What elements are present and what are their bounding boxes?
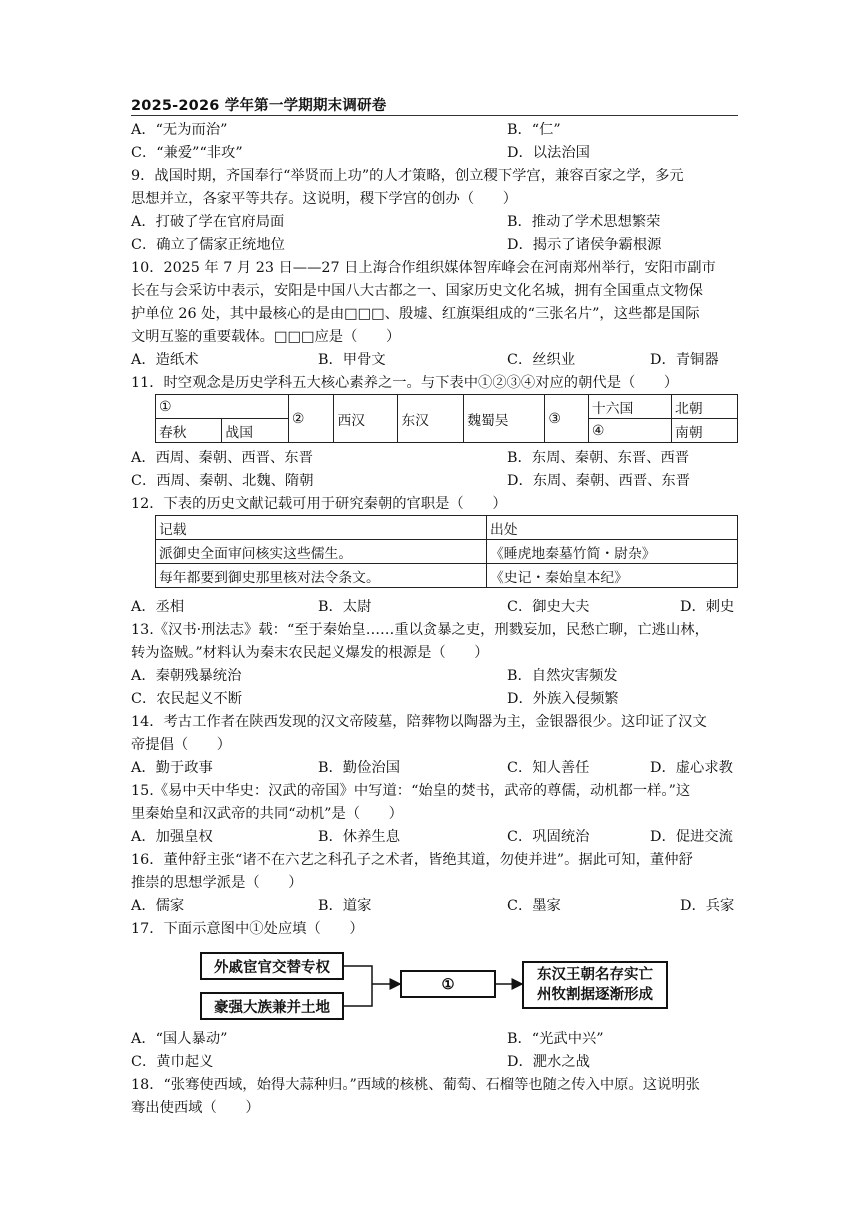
- q17-option-b: B．“光武中兴”: [507, 1031, 604, 1047]
- q11-cell-5: 魏蜀吴: [464, 395, 545, 443]
- q14-option-a: A．勤于政事: [131, 760, 213, 776]
- page-header: 2025-2026 学年第一学期期末调研卷: [131, 98, 387, 114]
- q13-stem-line2: 转为盗贼。”材料认为秦末农民起义爆发的根源是（ ）: [131, 645, 489, 661]
- flow-result-line1: 东汉王朝名存实亡: [537, 966, 653, 983]
- q12-row2-record: 每年都要到御史那里核对法令条文。: [156, 564, 487, 588]
- q11-option-c: C．西周、秦朝、北魏、隋朝: [131, 473, 314, 489]
- q8-option-d: D．以法治国: [507, 145, 590, 161]
- q11-cell-1b: 战国: [222, 419, 288, 443]
- q15-option-b: B．休养生息: [318, 829, 400, 845]
- q12-header-record: 记载: [156, 516, 487, 540]
- q11-stem: 11．时空观念是历史学科五大核心素养之一。与下表中①②③④对应的朝代是（ ）: [131, 375, 679, 391]
- q10-stem-line1: 10．2025 年 7 月 23 日——27 日上海合作组织媒体智库峰会在河南郑州举行，安阳市副市: [131, 260, 716, 276]
- q10-option-a: A．造纸术: [131, 352, 199, 368]
- q12-option-d: D．刺史: [680, 599, 735, 615]
- q18-stem-line1: 18．“张骞使西域，始得大蒜种归。”西域的核桃、葡萄、石榴等也随之传入中原。这说明张: [131, 1077, 700, 1093]
- flow-box-eunuch-power: 外戚宦官交替专权: [200, 952, 344, 980]
- q8-option-b: B．“仁”: [507, 122, 561, 138]
- q12-row1-record: 派御史全面审问核实这些儒生。: [156, 540, 487, 564]
- q10-stem-line4: 文明互鉴的重要载体。□□□应是（ ）: [131, 329, 401, 345]
- q12-option-c: C．御史大夫: [507, 599, 590, 615]
- q11-cell-3: 西汉: [334, 395, 398, 443]
- q14-stem-line2: 帝提倡（ ）: [131, 737, 232, 753]
- q9-option-b: B．推动了学术思想繁荣: [507, 214, 661, 230]
- q12-option-a: A．丞相: [131, 599, 185, 615]
- q16-option-b: B．道家: [318, 898, 372, 914]
- q13-option-a: A．秦朝残暴统治: [131, 668, 242, 684]
- q15-stem-line2: 里秦始皇和汉武帝的共同“动机”是（ ）: [131, 806, 403, 822]
- q17-option-a: A．“国人暴动”: [131, 1031, 228, 1047]
- q11-cell-2: ②: [288, 395, 334, 443]
- q14-option-c: C．知人善任: [507, 760, 590, 776]
- q10-option-c: C．丝织业: [507, 352, 576, 368]
- q11-option-a: A．西周、秦朝、西晋、东晋: [131, 450, 313, 466]
- q8-option-a: A．“无为而治”: [131, 122, 228, 138]
- q16-option-d: D．兵家: [680, 898, 735, 914]
- q11-option-b: B．东周、秦朝、东晋、西晋: [507, 450, 690, 466]
- q15-option-d: D．促进交流: [650, 829, 733, 845]
- q8-option-c: C．“兼爱”“非攻”: [131, 145, 243, 161]
- flow-result-line2: 州牧割据逐渐形成: [537, 986, 653, 1003]
- q11-cell-8: 北朝: [672, 395, 738, 419]
- q16-option-a: A．儒家: [131, 898, 185, 914]
- q11-cell-7b: ④: [588, 419, 671, 443]
- q12-stem: 12．下表的历史文献记载可用于研究秦朝的官职是（ ）: [131, 496, 507, 512]
- q18-stem-line2: 骞出使西域（ ）: [131, 1100, 260, 1116]
- flow-box-blank-1: ①: [400, 970, 496, 998]
- q13-stem-line1: 13.《汉书·刑法志》载：“至于秦始皇……重以贪暴之吏，刑戮妄加，民愁亡聊，亡逃山林，: [131, 622, 709, 638]
- q11-cell-8b: 南朝: [672, 419, 738, 443]
- q15-option-a: A．加强皇权: [131, 829, 213, 845]
- q10-stem-line2: 长在与会采访中表示，安阳是中国八大古都之一、国家历史文化名城，拥有全国重点文物保: [131, 283, 703, 299]
- flow-bracket-line: [344, 966, 372, 1006]
- q12-option-b: B．太尉: [318, 599, 372, 615]
- q9-stem-line2: 思想并立，各家平等共存。这说明，稷下学宫的创办（ ）: [131, 191, 518, 207]
- q11-cell-1a: 春秋: [156, 419, 222, 443]
- q9-option-a: A．打破了学在官府局面: [131, 214, 285, 230]
- q9-stem-line1: 9．战国时期，齐国奉行“举贤而上功”的人才策略，创立稷下学宫，兼容百家之学，多元: [131, 168, 684, 184]
- q17-option-c: C．黄巾起义: [131, 1054, 214, 1070]
- q14-option-d: D．虚心求教: [650, 760, 733, 776]
- q11-cell-6: ③: [545, 395, 589, 443]
- q16-stem-line1: 16．董仲舒主张“诸不在六艺之科孔子之术者，皆绝其道，勿使并进”。据此可知，董仲舒: [131, 852, 693, 868]
- flow-box-land-annexation: 豪强大族兼并土地: [200, 992, 344, 1020]
- q10-option-b: B．甲骨文: [318, 352, 386, 368]
- q14-option-b: B．勤俭治国: [318, 760, 400, 776]
- q13-option-d: D．外族入侵频繁: [507, 691, 619, 707]
- q17-stem: 17．下面示意图中①处应填（ ）: [131, 921, 364, 937]
- q16-option-c: C．墨家: [507, 898, 561, 914]
- q12-row2-source: 《史记・秦始皇本纪》: [487, 564, 738, 588]
- q12-header-source: 出处: [487, 516, 738, 540]
- q11-cell-4: 东汉: [398, 395, 464, 443]
- q12-row1-source: 《睡虎地秦墓竹简・尉杂》: [487, 540, 738, 564]
- q13-option-b: B．自然灾害频发: [507, 668, 618, 684]
- q13-option-c: C．农民起义不断: [131, 691, 243, 707]
- q10-stem-line3: 护单位 26 处，其中最核心的是由□□□、殷墟、红旗渠组成的“三张名片”，这些都是国际: [131, 306, 700, 322]
- q15-stem-line1: 15.《易中天中华史：汉武的帝国》中写道：“始皇的焚书，武帝的尊儒，动机都一样。”这: [131, 783, 691, 799]
- q9-option-c: C．确立了儒家正统地位: [131, 237, 285, 253]
- q16-stem-line2: 推崇的思想学派是（ ）: [131, 875, 303, 891]
- q14-stem-line1: 14．考古工作者在陕西发现的汉文帝陵墓，陪葬物以陶器为主，金银器很少。这印证了汉文: [131, 714, 707, 730]
- q11-option-d: D．东周、秦朝、西晋、东晋: [507, 473, 691, 489]
- q15-option-c: C．巩固统治: [507, 829, 590, 845]
- q11-cell-1: ①: [156, 395, 289, 419]
- q11-cell-7: 十六国: [588, 395, 671, 419]
- q9-option-d: D．揭示了诸侯争霸根源: [507, 237, 662, 253]
- q10-option-d: D．青铜器: [650, 352, 719, 368]
- q17-option-d: D．淝水之战: [507, 1054, 590, 1070]
